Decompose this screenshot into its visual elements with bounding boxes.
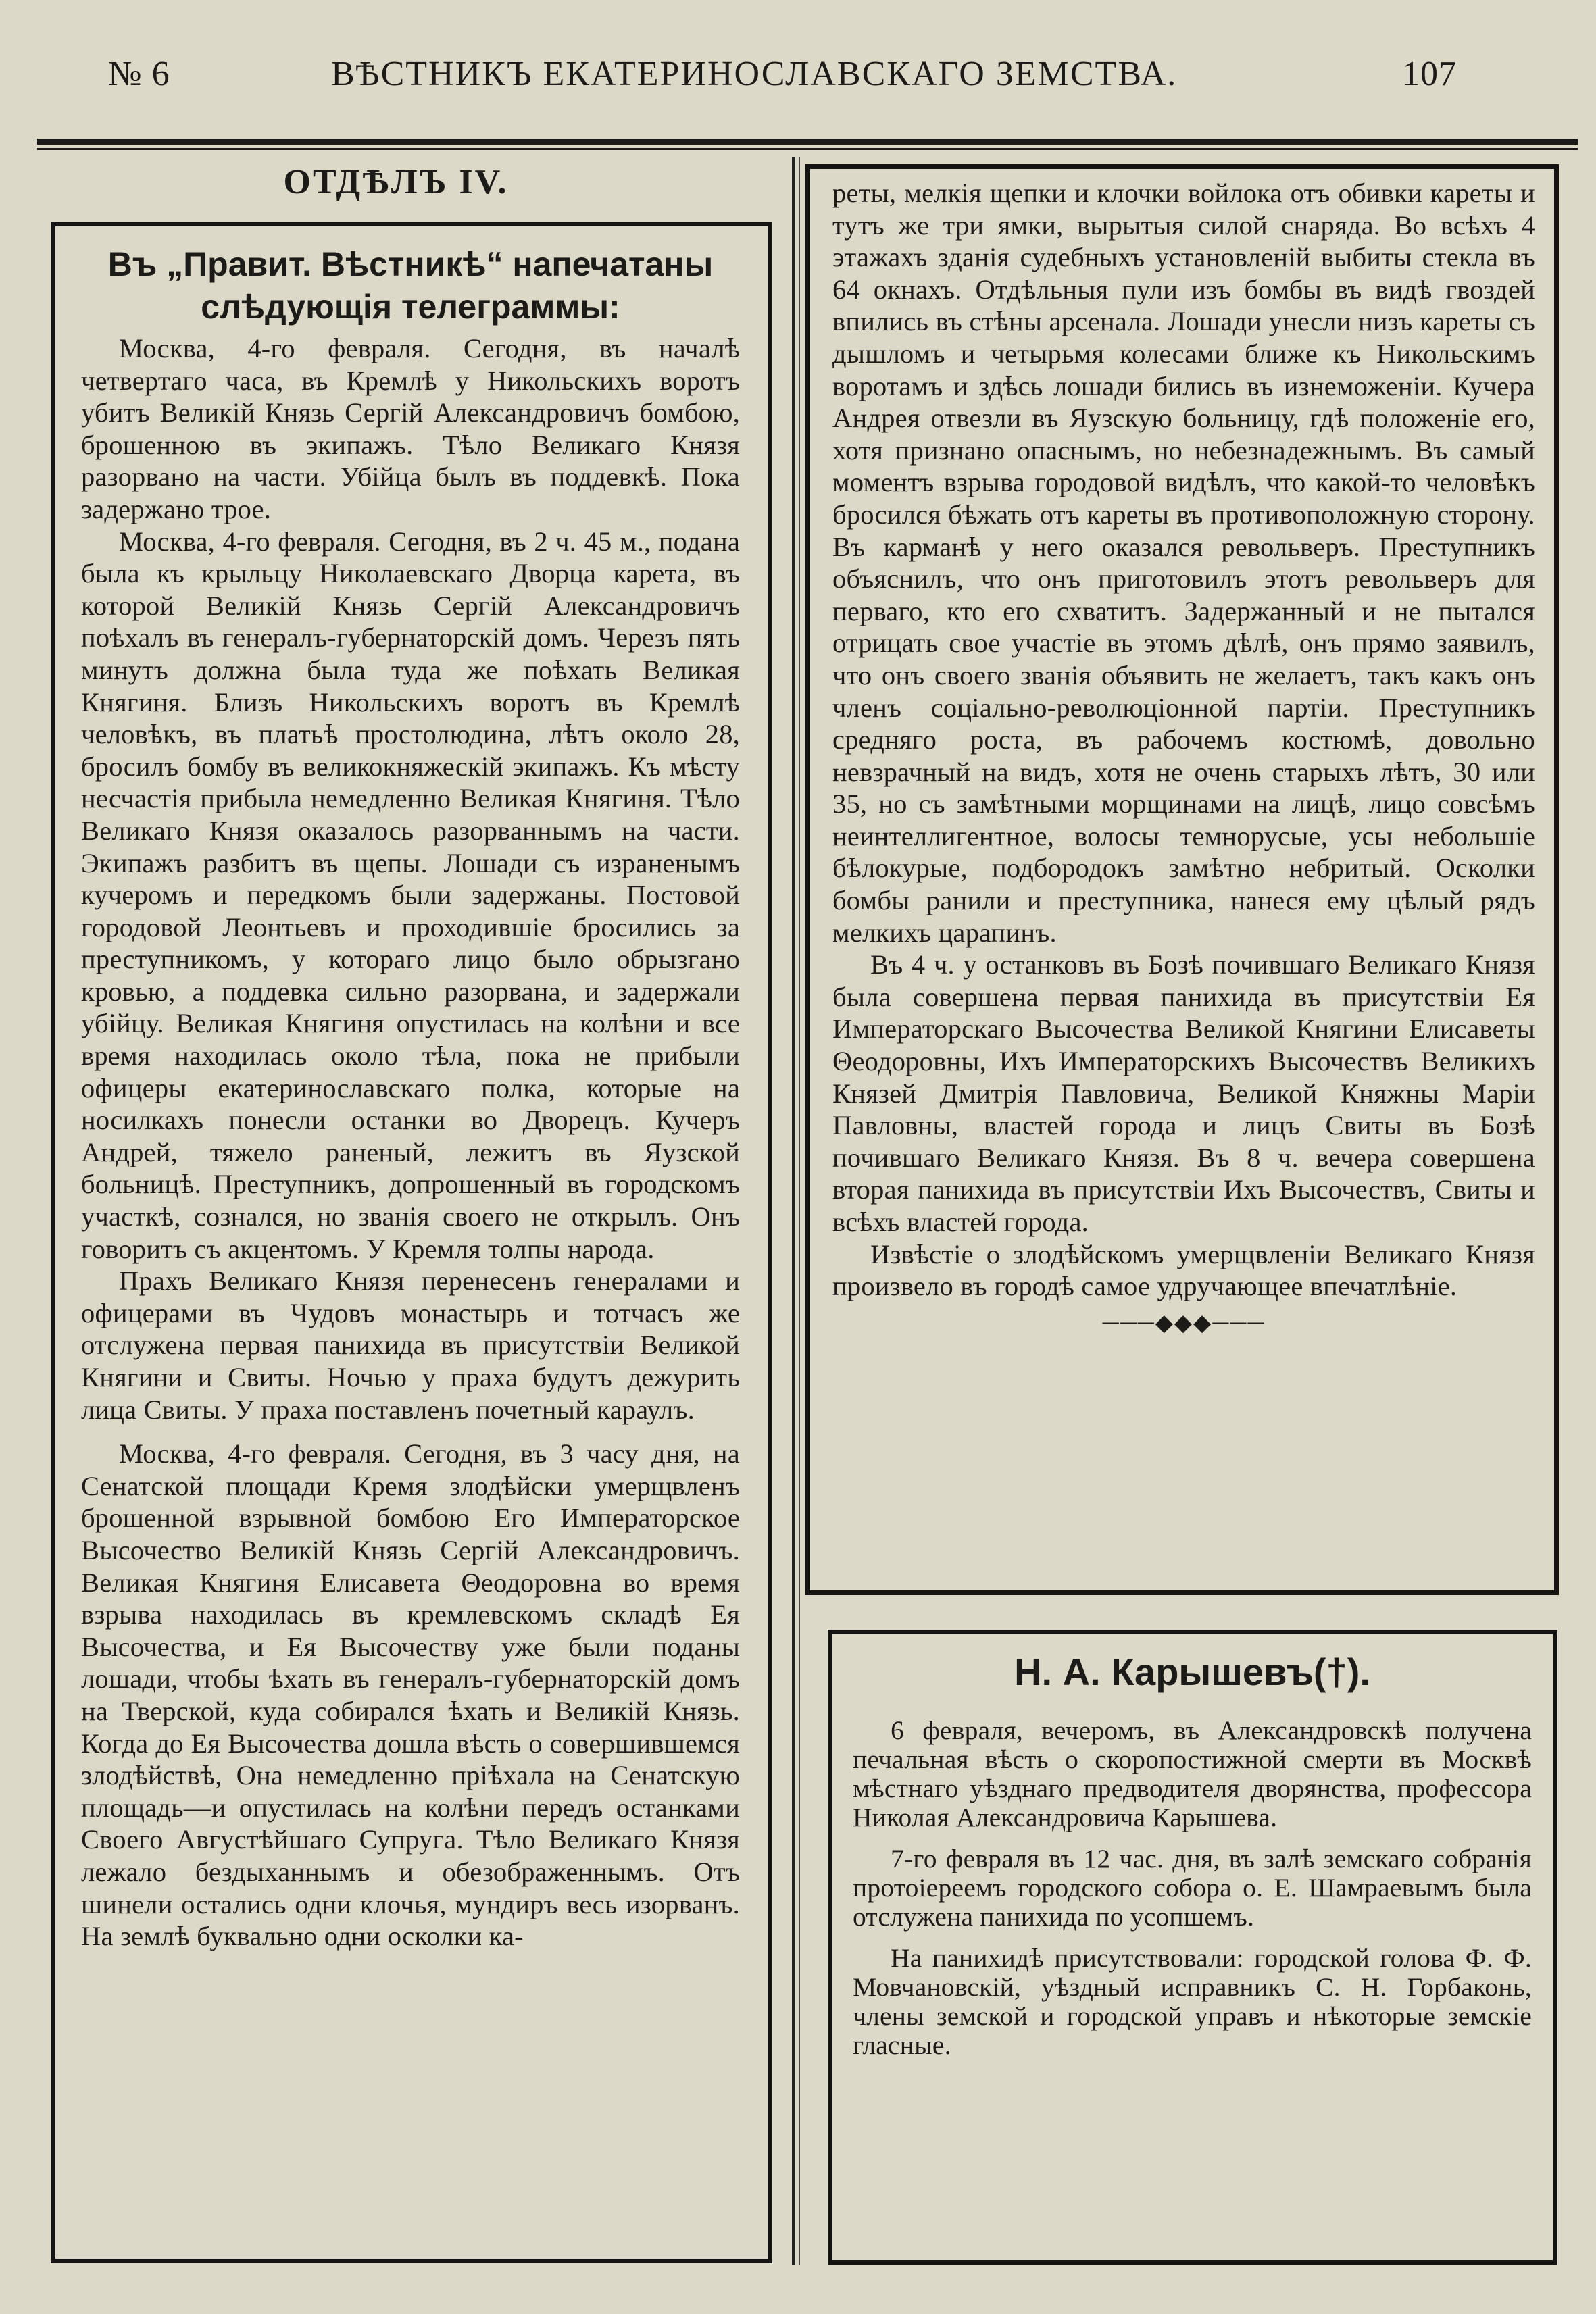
telegram-paragraph-2: Москва, 4-го февраля. Сегодня, въ 2 ч. 45 м., подана была къ крыльцу Николаевскаго Дворца карета, въ которой Великій Князь Сергій Александровичъ поѣхалъ въ генералъ-губернаторскій домъ. Черезъ пять минутъ должна была туда же поѣхать Великая Княгиня. Близъ Никольскихъ воротъ въ Кремлѣ человѣкъ, въ платьѣ простолюдина, лѣтъ около 28, бросилъ бомбу въ великокняжескій экипажъ. Къ мѣсту несчастія прибыла немедленно Великая Княгиня. Тѣло Великаго Князя оказалось разорваннымъ на части. Экипажъ разбитъ въ щепы. Лошади съ израненымъ кучеромъ и передкомъ были задержаны. Постовой городовой Леонтьевъ и проходившіе бросились за преступникомъ, у котораго лицо было обрызгано кровью, а поддевка сильно разорвана, и задержали убійцу. Великая Княгиня опустилась на колѣни и все время находилась около тѣла, пока не прибыли офицеры екатеринославскаго полка, которые на носилкахъ понесли останки во Дворецъ. Кучеръ Андрей, тяжело раненый, лежитъ въ Яузской больницѣ. Преступникъ, допрошенный въ городскомъ участкѣ, сознался, но званія своего не открылъ. Онъ говоритъ съ акцентомъ. У Кремля толпы народа. (81, 526, 740, 1264)
telegram-paragraph-1: Москва, 4-го февраля. Сегодня, въ началѣ четвертаго часа, въ Кремлѣ у Никольскихъ воротъ убитъ Великій Князь Сергій Александровичъ бомбою, брошенною въ экипажъ. Тѣло Великаго Князя разорвано на части. Убійца былъ въ поддевкѣ. Пока задержано трое. (81, 333, 740, 524)
issue-number: № 6 (108, 55, 170, 93)
telegram-paragraph-3: Прахъ Великаго Князя перенесенъ генералами и офицерами въ Чудовъ монастырь и тотчасъ же отслужена первая панихида въ присутствіи Великой Княгини и Свиты. Ночью у праха будутъ дежурить лица Свиты. У праха поставленъ почетный караулъ. (81, 1265, 740, 1425)
telegram-paragraph-7: Извѣстіе о злодѣйскомъ умерщвленіи Великаго Князя произвело въ городѣ самое удручающее впечатлѣніе. (832, 1238, 1535, 1302)
obituary-paragraph-1: 6 февраля, вечеромъ, въ Александровскѣ получена печальная вѣсть о скоропостижной смерти въ Москвѣ мѣстнаго уѣзднаго предводителя дворянства, профессора Николая Александровича Карышева. (853, 1715, 1532, 1832)
telegram-paragraph-6: Въ 4 ч. у останковъ въ Бозѣ почившаго Великаго Князя была совершена первая панихида въ присутствіи Ея Императорскаго Высочества Великой Княгини Елисаветы Θеодоровны, Ихъ Императорскихъ Высочествъ Великихъ Князей Дмитрія Павловича, Великой Княжны Маріи Павловны, властей города и лицъ Свиты въ Бозѣ почившаго Великаго Князя. Въ 8 ч. вечера совершена вторая панихида въ присутствіи Ихъ Высочествъ, Свиты и всѣхъ властей города. (832, 949, 1535, 1237)
ornament-divider: ───◆◆◆─── (1102, 1310, 1266, 1336)
obituary-title: Н. А. Карышевъ(†). (1014, 1651, 1370, 1693)
column-divider (792, 157, 795, 2265)
journal-title: ВѢСТНИКЪ ЕКАТЕРИНОСЛАВСКАГО ЗЕМСТВА. (331, 55, 1178, 93)
right-column-top (832, 177, 1535, 1336)
page-number: 107 (1402, 55, 1457, 93)
telegrams-title: Въ „Правит. Вѣстникѣ“ напечатаны слѣдующія телеграммы: (107, 245, 714, 326)
header-rule (37, 139, 1578, 145)
left-column (81, 243, 740, 1953)
telegram-paragraph-continued: реты, мелкія щепки и клочки войлока отъ обивки кареты и тутъ же три ямки, вырытыя силой снаряда. Во всѣхъ 4 этажахъ зданія судебныхъ установленій выбиты стекла въ 64 окнахъ. Отдѣльныя пули изъ бомбы въ видѣ гвоздей впились въ стѣны арсенала. Лошади унесли низъ кареты съ дышломъ и четырьмя колесами ближе къ Никольскимъ воротамъ и здѣсь лошади бились въ изнеможеніи. Кучера Андрея отвезли въ Яузскую больницу, гдѣ положеніе его, хотя признано опаснымъ, но небезнадежнымъ. Въ самый моментъ взрыва городовой видѣлъ, что какой-то человѣкъ бросился бѣжать отъ кареты въ противоположную сторону. Въ карманѣ у него оказался револьверъ. Преступникъ объяснилъ, что онъ приготовилъ этотъ револьверъ для перваго, кто его схватитъ. Задержанный и не пытался отрицать свое участіе въ этомъ дѣлѣ, онъ прямо заявилъ, что онъ своего званія объявить не желаетъ, такъ какъ онъ членъ соціально-революціонной партіи. Преступникъ средняго роста, въ рабочемъ костюмѣ, довольно невзрачный на видъ, хотя не очень старыхъ лѣтъ, 30 или 35, но съ замѣтными морщинами на лицѣ, лицо совсѣмъ неинтеллигентное, волосы темнорусые, усы небольшіе бѣлокурые, подбородокъ замѣтно небритый. Осколки бомбы ранили и преступника, нанеся ему цѣлый рядъ мелкихъ царапинъ. (832, 178, 1535, 948)
obituary-paragraph-2: 7-го февраля въ 12 час. дня, въ залѣ земскаго собранія протоіереемъ городского собора о. Е. Шамраевымъ была отслужена панихида по усопшемъ. (853, 1844, 1532, 1932)
obituary-paragraph-3: На панихидѣ присутствовали: городской голова Ф. Ф. Мовчановскій, уѣздный исправникъ С. Н. Горбаконь, члены земской и городской управъ и нѣкоторые земскіе гласные. (853, 1943, 1532, 2060)
column-divider-thin (799, 157, 800, 2265)
telegram-paragraph-4: Москва, 4-го февраля. Сегодня, въ 3 часу дня, на Сенатской площади Кремя злодѣйски умерщвленъ брошенной взрывной бомбою Его Императорское Высочество Великій Князь Сергій Александровичъ. Великая Княгиня Елисавета Θеодоровна во время взрыва находилась въ кремлевскомъ складѣ Ея Высочества, и Ея Высочеству уже были поданы лошади, чтобы ѣхать въ генералъ-губернаторскій домъ на Тверской, куда собирался ѣхать и Великій Князь. Когда до Ея Высочества дошла вѣсть о совершившемся злодѣйствѣ, Она немедленно пріѣхала на Сенатскую площадь—и опустилась на колѣни передъ останками Своего Августѣйшаго Супруга. Тѣло Великаго Князя лежало бездыханнымъ и обезображеннымъ. Отъ шинели остались одни клочья, мундиръ весь изорванъ. На землѣ буквально одни осколки ка- (81, 1438, 740, 1952)
right-column-bottom (853, 1649, 1532, 2060)
header-rule-thin (37, 148, 1578, 150)
section-title: ОТДѢЛЪ IV. (283, 163, 509, 201)
